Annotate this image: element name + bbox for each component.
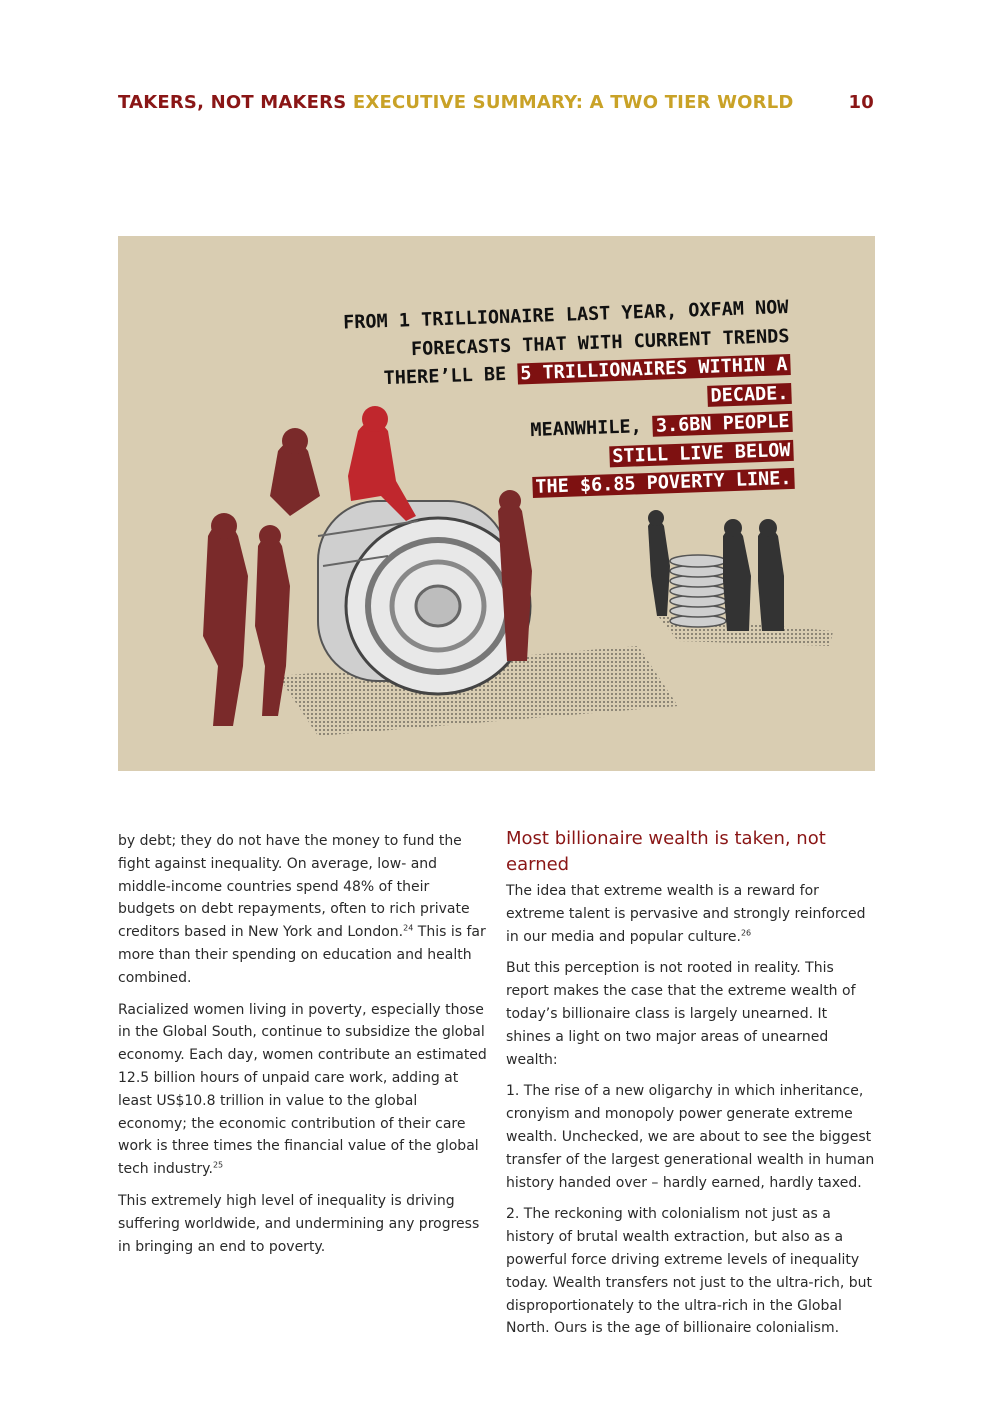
right-column <box>506 826 876 1349</box>
paragraph <box>118 999 488 1181</box>
left-column <box>118 830 488 1267</box>
header-title-section: EXECUTIVE SUMMARY: A TWO TIER WORLD <box>352 92 794 113</box>
quote-highlight: 5 TRILLIONAIRES WITHIN A DECADE. <box>517 354 792 406</box>
footnote-ref[interactable]: 24 <box>403 923 414 933</box>
footnote-ref[interactable]: 25 <box>212 1160 224 1170</box>
paragraph: But this perception is not rooted in reality. This report makes the case that the extreme wealth of today’s billionaire class is largely unearned. It shines a light on two major areas of unearned wealth: <box>506 960 856 1068</box>
quote-highlight: 3.6BN PEOPLE <box>653 411 793 437</box>
paragraph-text: Racialized women living in poverty, especially those in the Global South, continue to subsidize the global economy. Each day, women contribute an estimated 12.5 billion hours of unpaid care work, adding at least US$10.8 trillion in value to the global economy; the economic contribution of their care work is three times the financial value of the global tech industry. <box>118 1001 487 1178</box>
paragraph: 2. The reckoning with colonialism not just as a history of brutal wealth extraction, but also as a powerful force driving extreme levels of inequality today. Wealth transfers not just to the ultra-rich, but disproportionately to the ultra-rich in the Global North. Ours is the age of billionaire colonialism. <box>506 1206 872 1337</box>
paragraph-text: This is far more than their spending on education and health combined. <box>118 924 486 986</box>
paragraph <box>118 830 488 990</box>
paragraph-text: by debt; they do not have the money to fund the fight against inequality. On average, low- and middle-income countries spend 48% of their budgets on debt repayments, often to rich private creditors based in New York and London. <box>118 833 470 941</box>
quote-text: MEANWHILE, <box>530 416 643 442</box>
header-title-report: TAKERS, NOT MAKERS <box>118 92 347 113</box>
page-number: 10 <box>848 92 874 113</box>
quote-highlight: STILL LIVE BELOW <box>609 439 794 466</box>
paragraph: This extremely high level of inequality is driving suffering worldwide, and undermining any progress in bringing an end to poverty. <box>118 1192 480 1255</box>
paragraph <box>506 880 876 948</box>
coin-stack <box>670 555 726 627</box>
quote-text: THERE’LL BE <box>383 363 507 390</box>
pull-quote <box>308 294 795 510</box>
section-heading: Most billionaire wealth is taken, not earned <box>506 828 826 875</box>
page-header <box>118 92 874 118</box>
quote-line: FROM 1 TRILLIONAIRE LAST YEAR, OXFAM NOW <box>342 296 789 334</box>
paragraph-text: The idea that extreme wealth is a reward for extreme talent is pervasive and strongly reinforced in our media and popular culture. <box>506 883 866 945</box>
money-roll <box>318 501 530 694</box>
footnote-ref[interactable]: 26 <box>740 927 752 937</box>
illustration-figure <box>118 236 875 771</box>
paragraph: 1. The rise of a new oligarchy in which inheritance, cronyism and monopoly power generate extreme wealth. Unchecked, we are about to see the biggest transfer of the largest generational wealth in human history handed over – hardly earned, hardly taxed. <box>506 1083 875 1191</box>
quote-highlight: THE $6.85 POVERTY LINE. <box>532 468 795 498</box>
quote-line: FORECASTS THAT WITH CURRENT TRENDS <box>410 325 790 360</box>
